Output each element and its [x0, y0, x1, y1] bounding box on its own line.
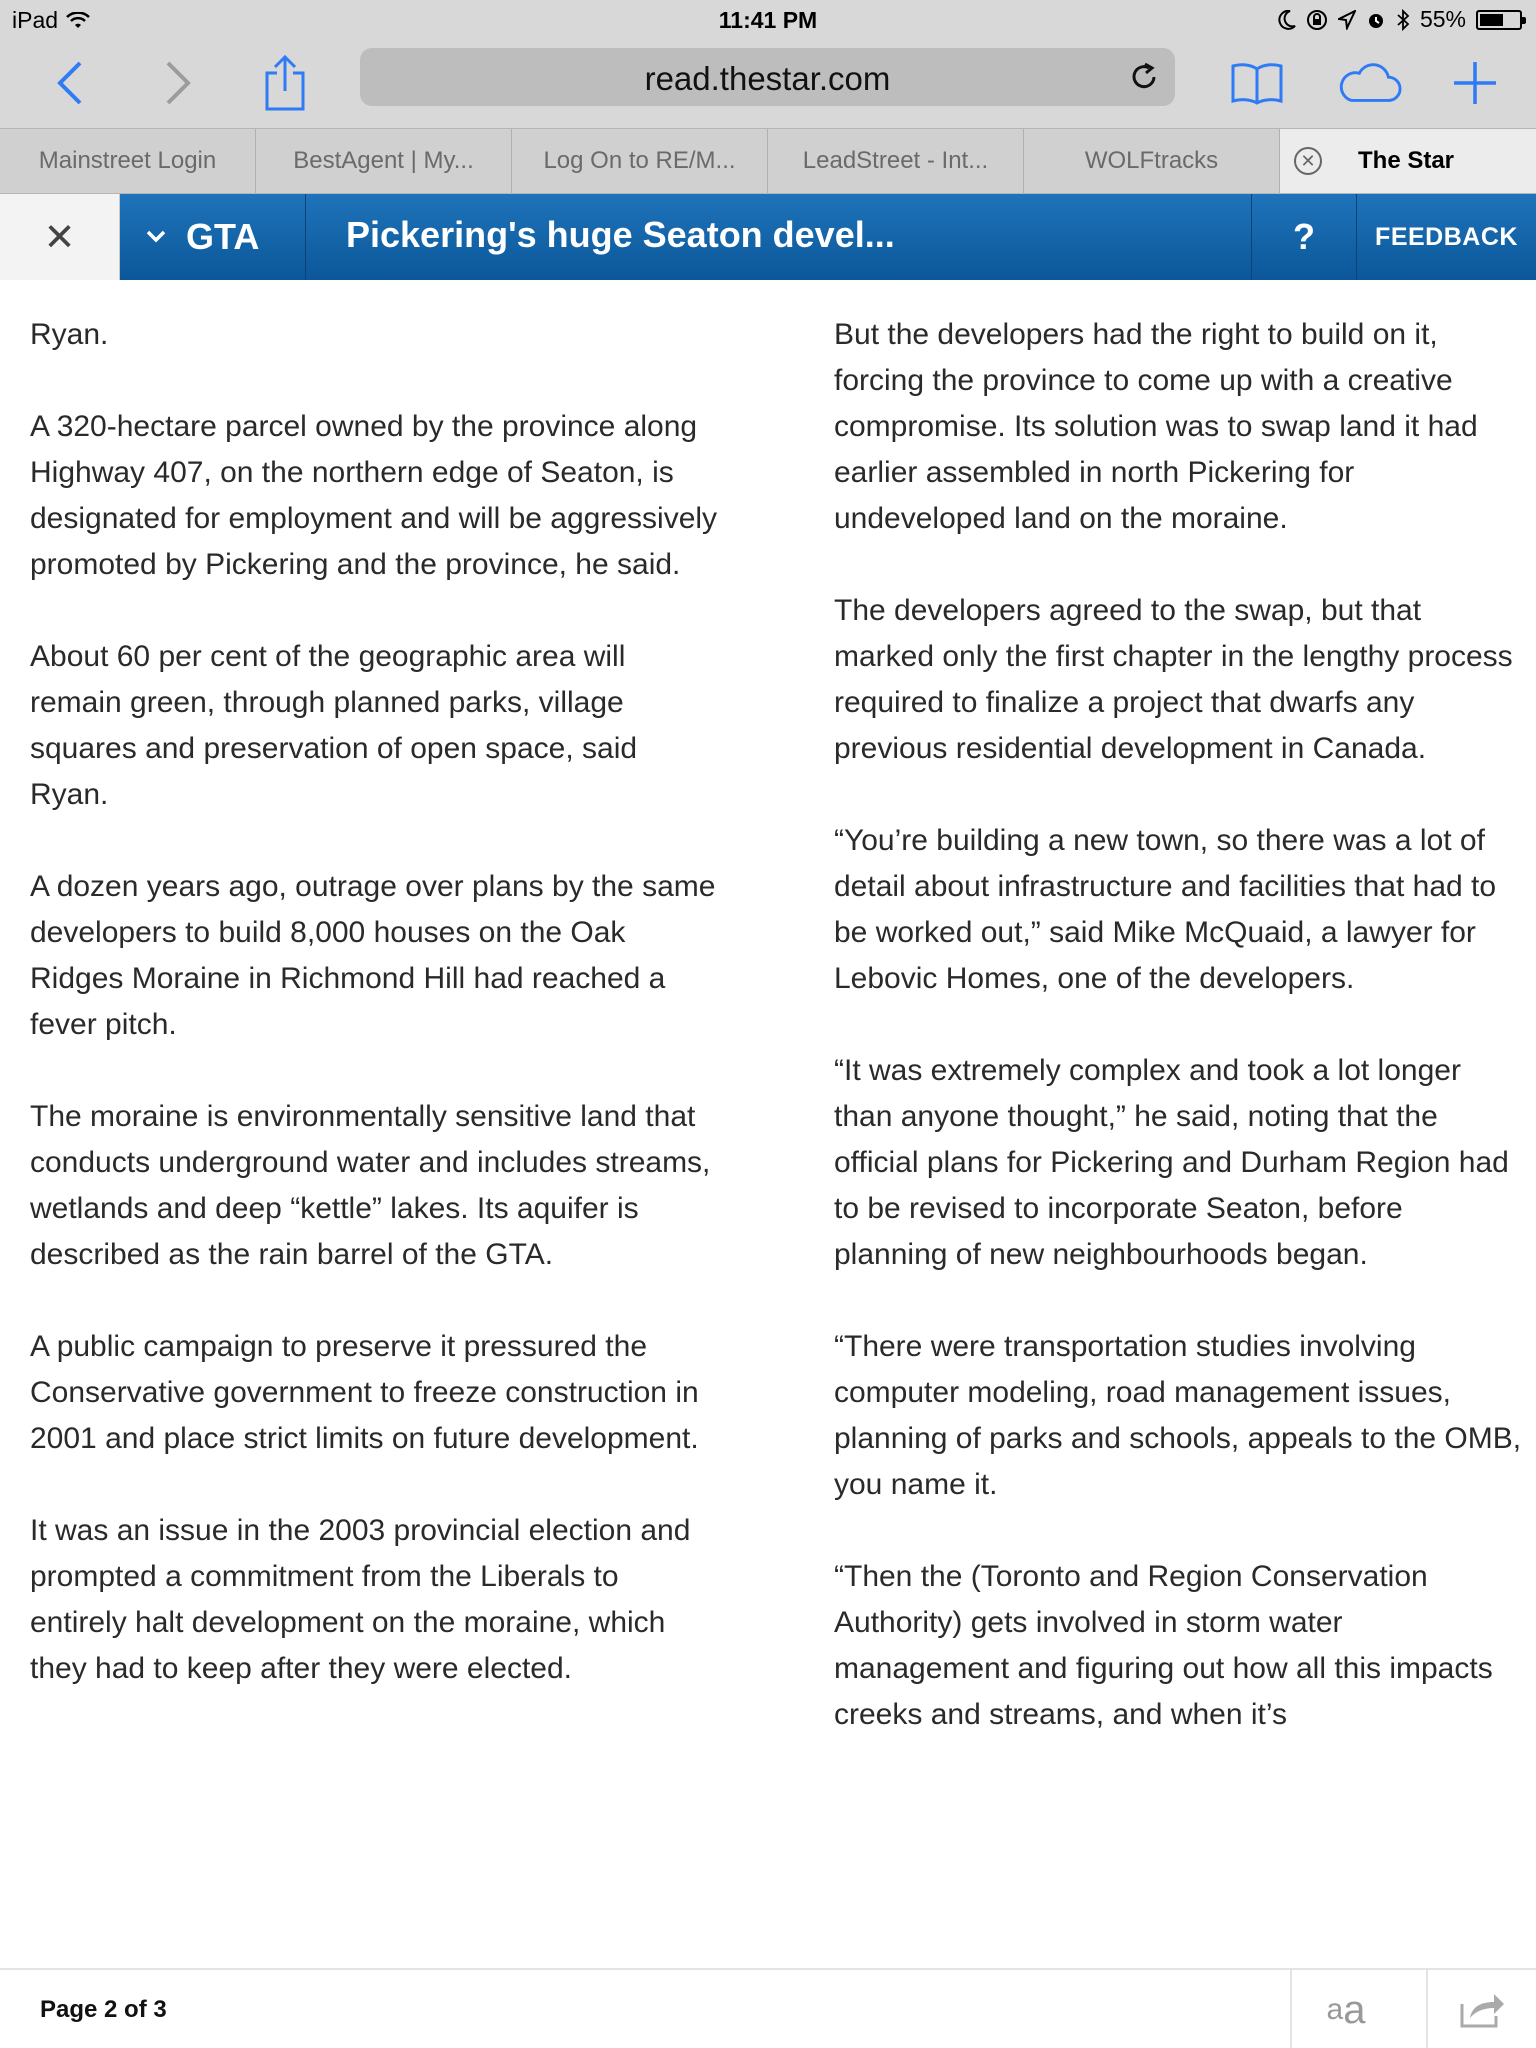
- clock: 11:41 PM: [718, 7, 818, 33]
- tab-mainstreet-login[interactable]: Mainstreet Login: [0, 129, 256, 193]
- battery-percent: 55%: [1419, 6, 1466, 32]
- status-right: [1278, 6, 1522, 33]
- tab-wolftracks[interactable]: WOLFtracks: [1024, 129, 1280, 193]
- new-tab-button[interactable]: [1442, 50, 1508, 116]
- share-article-button[interactable]: [1426, 1970, 1536, 2048]
- section-dropdown[interactable]: [120, 194, 306, 280]
- book-icon: [1230, 61, 1284, 105]
- device-name: iPad: [12, 7, 59, 33]
- chevron-left-icon: [54, 61, 84, 105]
- bookmarks-button[interactable]: [1224, 50, 1290, 116]
- alarm-icon: [1366, 10, 1386, 30]
- article-title: Pickering's huge Seaton devel...: [346, 214, 895, 255]
- plus-icon: [1452, 60, 1498, 106]
- bluetooth-icon: [1396, 9, 1410, 31]
- share-arrow-icon: [1458, 1990, 1506, 2030]
- paragraph: The developers agreed to the swap, but that marked only the first chapter in the lengthy process required to finalize a project that dwarfs any previous residential development in Canada.: [834, 594, 1513, 765]
- chevron-down-icon: [146, 230, 166, 244]
- paragraph: “You’re building a new town, so there was a lot of detail about infrastructure and facilities that had to be worked out,” said Mike McQuaid, a lawyer for Lebovic Homes, one of the developers.: [834, 824, 1497, 995]
- paragraph: A 320-hectare parcel owned by the province along Highway 407, on the northern edge of Seaton, is designated for employment and will be aggressively promoted by Pickering and the province, he said.: [30, 410, 718, 581]
- status-bar: [0, 0, 1536, 40]
- paragraph: A dozen years ago, outrage over plans by the same developers to build 8,000 houses on the Oak Ridges Moraine in Richmond Hill had reached a fever pitch.: [30, 870, 716, 1041]
- tab-log-on-remax[interactable]: Log On to RE/M...: [512, 129, 768, 193]
- back-button[interactable]: [36, 50, 102, 116]
- paragraph: “There were transportation studies involving computer modeling, road management issues, planning of parks and schools, appeals to the OMB, you name it.: [834, 1330, 1522, 1501]
- browser-toolbar: [0, 40, 1536, 128]
- tab-the-star-label: The Star: [1358, 147, 1455, 174]
- paragraph: A public campaign to preserve it pressured the Conservative government to freeze construction in 2001 and place strict limits on future development.: [30, 1330, 699, 1455]
- close-tab-icon[interactable]: ✕: [1294, 147, 1322, 175]
- paragraph: “Then the (Toronto and Region Conservation Authority) gets involved in storm water management and figuring out how all this impacts creeks and streams, and when it’s: [834, 1560, 1493, 1731]
- paragraph: But the developers had the right to build on it, forcing the province to come up with a creative compromise. Its solution was to swap land it had earlier assembled in north Pickering for undeveloped land on the moraine.: [834, 318, 1478, 535]
- address-bar[interactable]: [360, 48, 1175, 106]
- font-size-large-glyph: a: [1343, 1987, 1366, 2032]
- url-text: read.thestar.com: [644, 60, 891, 97]
- reader-header: [0, 194, 1536, 280]
- location-icon: [1338, 10, 1356, 30]
- close-reader-button[interactable]: ✕: [0, 194, 120, 280]
- tabs-bar: [0, 128, 1536, 194]
- help-button[interactable]: ?: [1251, 194, 1357, 280]
- article-column-right: [834, 312, 1524, 1784]
- paragraph: Ryan.: [30, 318, 109, 351]
- share-button[interactable]: [252, 50, 318, 116]
- reload-button[interactable]: [1125, 58, 1163, 96]
- forward-button[interactable]: [146, 50, 212, 116]
- reader-footer: [0, 1968, 1536, 2048]
- icloud-tabs-button[interactable]: [1336, 50, 1402, 116]
- tab-leadstreet[interactable]: LeadStreet - Int...: [768, 129, 1024, 193]
- tab-the-star[interactable]: [1280, 129, 1536, 193]
- share-icon: [263, 53, 307, 113]
- tab-bestagent[interactable]: BestAgent | My...: [256, 129, 512, 193]
- paragraph: “It was extremely complex and took a lot longer than anyone thought,” he said, noting that the official plans for Pickering and Durham Region had to be revised to incorporate Seaton, before planning of new neighbourhoods began.: [834, 1054, 1509, 1271]
- reload-icon: [1129, 62, 1159, 92]
- paragraph: It was an issue in the 2003 provincial election and prompted a commitment from the Liberals to entirely halt development on the moraine, which they had to keep after they were elected.: [30, 1514, 691, 1685]
- page-indicator: Page 2 of 3: [40, 1996, 167, 2023]
- rotation-lock-icon: [1306, 9, 1328, 31]
- article-column-left: [30, 312, 720, 1738]
- font-size-small-glyph: a: [1326, 1993, 1344, 2026]
- cloud-icon: [1336, 61, 1402, 105]
- paragraph: The moraine is environmentally sensitive land that conducts underground water and includes streams, wetlands and deep “kettle” lakes. Its aquifer is described as the rain barrel of the GTA.: [30, 1100, 711, 1271]
- font-size-button[interactable]: [1290, 1970, 1400, 2048]
- paragraph: About 60 per cent of the geographic area will remain green, through planned parks, village squares and preservation of open space, said Ryan.: [30, 640, 638, 811]
- moon-icon: [1278, 10, 1296, 30]
- battery-fill: [1480, 14, 1503, 26]
- chevron-right-icon: [164, 61, 194, 105]
- section-label: GTA: [186, 216, 260, 257]
- feedback-button[interactable]: FEEDBACK: [1375, 222, 1518, 251]
- battery-icon: [1476, 10, 1522, 30]
